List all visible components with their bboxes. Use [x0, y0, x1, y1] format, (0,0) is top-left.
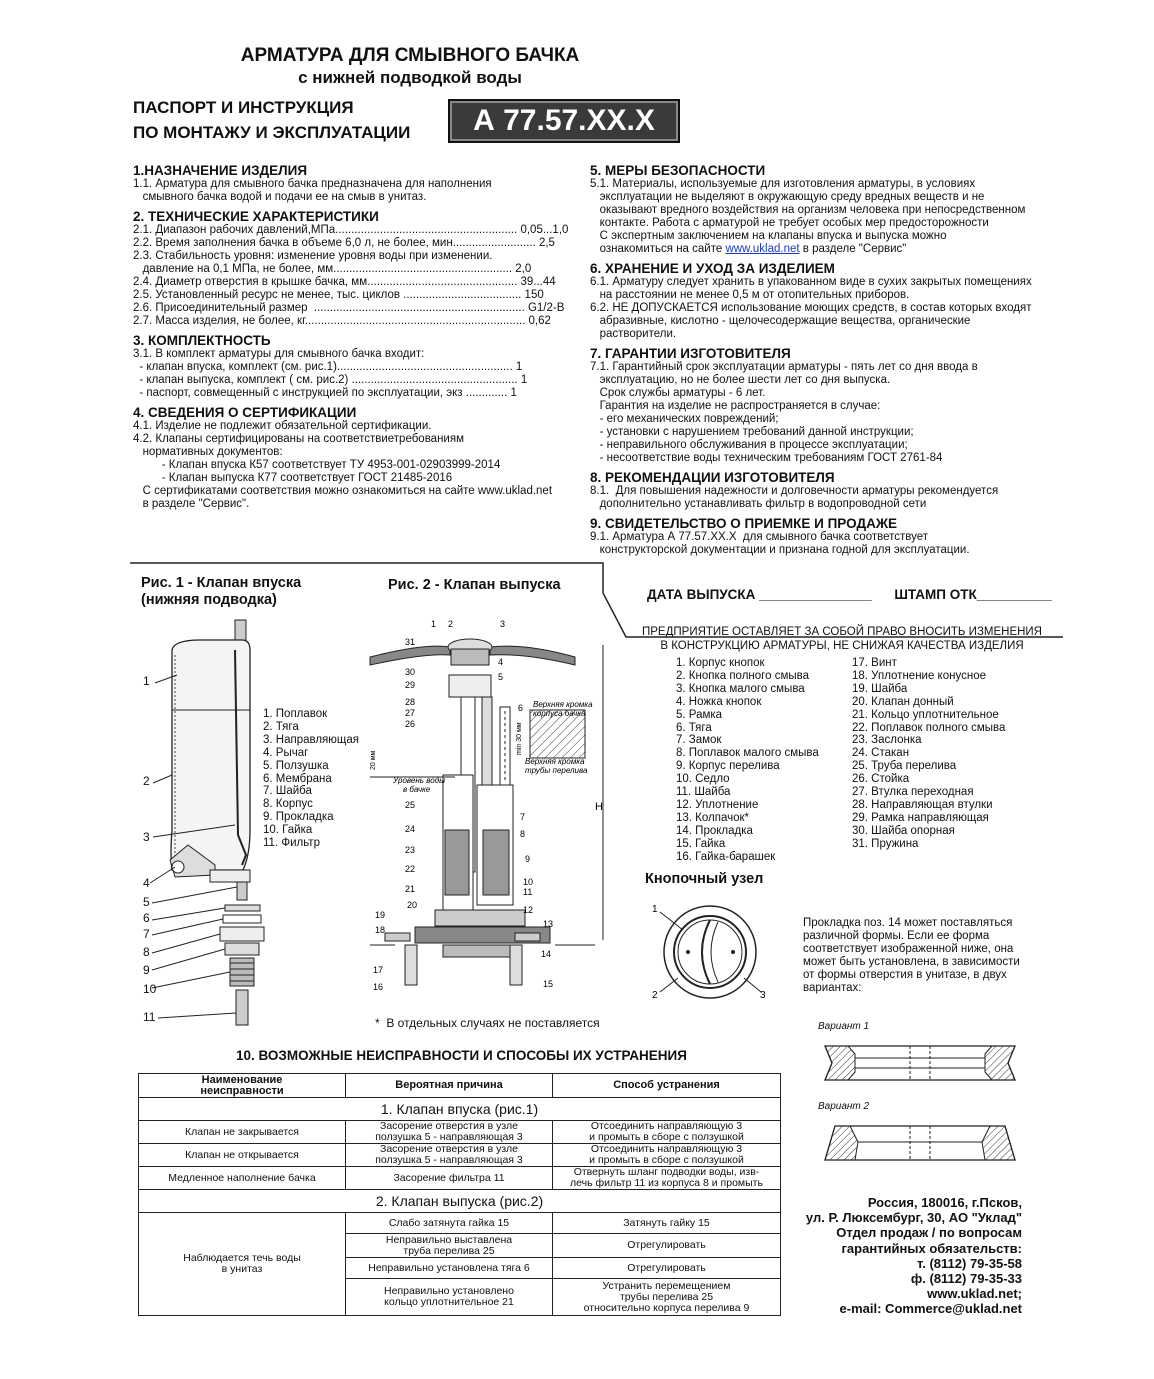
section-line: 6.1. Арматуру следует хранить в упакованном виде в сухих закрытых помещениях [590, 276, 1032, 288]
fig1-legend-item: 8. Корпус [263, 798, 313, 811]
gasket-note-line: вариантах: [803, 981, 862, 994]
fig2-legend-item: 11. Шайба [676, 786, 731, 799]
section-line: нормативных документов: [133, 446, 283, 458]
fig1-legend-item: 2. Тяга [263, 720, 299, 733]
section-line: 3.1. В комплект арматуры для смывного бачка входит: [133, 348, 425, 360]
fig1-legend-item: 11. Фильтр [263, 837, 320, 850]
fig2-callout: 7 [520, 812, 526, 822]
passport-line-1: ПАСПОРТ И ИНСТРУКЦИЯ [133, 98, 354, 117]
contact-line: www.uklad.net; [927, 1286, 1022, 1302]
contact-line: Россия, 180016, г.Псков, [867, 1195, 1022, 1210]
fig2-overflow-edge-2: трубы перелива [525, 766, 588, 775]
section-line: растворители. [590, 328, 677, 340]
fig1-caption [141, 575, 301, 609]
fig2-callout: 21 [405, 884, 416, 894]
fig2-top-edge-1: Верхняя кромка [533, 700, 593, 709]
fig1-legend-item: 4. Рычаг [263, 746, 309, 759]
section-line: - клапан впуска, комплект (см. рис.1)....................................................... 1 [133, 361, 523, 373]
fig1-legend-item: 10. Гайка [263, 824, 313, 837]
fig1-callout-3: 3 [143, 830, 150, 844]
fig2-legend-item: 31. Пружина [852, 837, 919, 850]
fig2-callout: 8 [520, 829, 526, 839]
gasket-note [803, 917, 1020, 994]
section-line: в разделе "Сервис". [133, 498, 250, 510]
section-title: 4. СВЕДЕНИЯ О СЕРТИФИКАЦИИ [133, 405, 357, 420]
table-cell: Медленное наполнение бачка [139, 1167, 346, 1190]
fig1-legend-item: 5. Ползушка [263, 759, 329, 772]
qc-stamp-field: ШТАМП ОТК__________ [894, 587, 1052, 602]
section-line: - Клапан выпуска К77 соответствует ГОСТ 21485-2016 [133, 472, 453, 484]
section-line: - паспорт, совмещенный с инструкцией по эксплуатации, экз ............. 1 [133, 387, 517, 399]
gasket-variant1-drawing [820, 1038, 1020, 1088]
fig2-legend-col2 [852, 657, 1005, 851]
table-cell: Неправильно установлено кольцо уплотнительное 21 [346, 1279, 553, 1316]
contact-line: Отдел продаж / по вопросам [836, 1225, 1022, 1241]
gasket-note-line: может быть установлена, в зависимости [803, 955, 1020, 968]
section-line: Срок службы арматуры - 6 лет. [590, 387, 766, 399]
section-line: 2.6. Присоединительный размер .................................................................. G1/2-B [133, 302, 565, 314]
fig1-callout-7: 7 [143, 927, 150, 941]
fig2-callout: 11 [523, 887, 533, 897]
table-cell: Слабо затянута гайка 15 [346, 1213, 553, 1234]
section-line: давление на 0,1 МПа, не более, мм........................................................ 2,0 [133, 263, 532, 275]
fig2-legend-col1 [676, 657, 819, 864]
contact-line: ф. (8112) 79-35-33 [910, 1271, 1022, 1287]
fig2-footnote: * В отдельных случаях не поставляется [375, 1016, 600, 1030]
fig1-callout-5: 5 [143, 895, 150, 909]
table-cell: Засорение отверстия в узле ползушка 5 - направляющая 3 [346, 1144, 553, 1167]
section-line: оказывают вредного воздействия на организм человека при непосредственном [590, 204, 1026, 216]
th-fix: Способ устранения [553, 1074, 781, 1098]
fig1-caption-line2: (нижняя подводка) [141, 592, 277, 608]
variant1-label: Вариант 1 [818, 1021, 870, 1032]
fig1-legend-item: 1. Поплавок [263, 708, 328, 720]
gasket-note-line: Прокладка поз. 14 может поставляться [803, 917, 1013, 929]
gasket-variant2-drawing [820, 1120, 1020, 1168]
section-line: 2.2. Время заполнения бачка в объеме 6,0 л, не более, мин.......................... 2,5 [133, 237, 555, 249]
fig2-dim-30: min 30 мм [516, 722, 523, 755]
table-cell: Отрегулировать [553, 1258, 781, 1279]
section-line: дополнительно устанавливать фильтр в водопроводной сети [590, 498, 927, 510]
contacts-block [780, 1195, 1022, 1317]
fig2-legend-item: 2. Кнопка полного смыва [676, 669, 809, 682]
fig2-legend-item: 13. Колпачок* [676, 811, 749, 824]
safety-link-suffix: в разделе "Сервис" [799, 243, 907, 255]
fig2-callout: 25 [405, 800, 416, 810]
section-line: 2.7. Масса изделия, не более, кг..................................................................... 0,62 [133, 315, 551, 327]
fig2-top-edge-2: корпуса бачка [533, 709, 586, 718]
th-cause: Вероятная причина [346, 1074, 553, 1098]
section-line: С сертификатами соответствия можно ознакомиться на сайте www.uklad.net [133, 485, 553, 497]
section-title: 5. МЕРЫ БЕЗОПАСНОСТИ [590, 163, 766, 178]
fig2-legend-item: 7. Замок [676, 734, 722, 747]
section-line: 1.1. Арматура для смывного бачка предназначена для наполнения [133, 178, 492, 190]
fig2-legend-item: 26. Стойка [852, 773, 910, 786]
section-line: 4.1. Изделие не подлежит обязательной сертификации. [133, 420, 432, 432]
variant2-label: Вариант 2 [818, 1101, 870, 1112]
fig2-legend-item: 18. Уплотнение конусное [852, 669, 986, 682]
fig2-callout: 19 [375, 910, 386, 920]
fig2-overflow-edge-1: Верхняя кромка [525, 757, 585, 766]
section-line: - клапан выпуска, комплект ( см. рис.2) .................................................... 1 [133, 374, 528, 386]
table-cell: Отсоединить направляющую 3 и промыть в сборе с ползушкой [553, 1121, 781, 1144]
button-unit-title: Кнопочный узел [645, 871, 764, 887]
fig2-legend-item: 14. Прокладка [676, 824, 753, 837]
fig2-callout: 28 [405, 697, 416, 707]
fig2-callout: 20 [407, 900, 418, 910]
fig2-dim-20: 20 мм [370, 750, 377, 770]
table-cell: Устранить перемещением трубы перелива 25 относительно корпуса перелива 9 [553, 1279, 781, 1316]
fig2-legend-item: 19. Шайба [852, 682, 908, 695]
button-callout-2: 2 [652, 990, 658, 1001]
fig1-legend-item: 9. Прокладка [263, 811, 334, 824]
button-unit-drawing [648, 900, 773, 1005]
fig1-caption-line1: Рис. 1 - Клапан впуска [141, 575, 302, 591]
fig2-legend-item: 8. Поплавок малого смыва [676, 747, 819, 760]
fig1-legend-item: 6. Мембрана [263, 772, 332, 785]
fig1-callout-2: 2 [143, 774, 150, 788]
fig1-legend-item: 7. Шайба [263, 785, 312, 798]
contact-line: гарантийных обязательств: [841, 1240, 1022, 1256]
fig2-callout: 5 [498, 672, 504, 682]
fig2-legend-item: 9. Корпус перелива [676, 760, 780, 773]
fig2-callout: 14 [541, 949, 552, 959]
fig2-legend-item: 30. Шайба опорная [852, 824, 955, 837]
fig2-callout: 15 [543, 979, 554, 989]
section-line: 9.1. Арматура А 77.57.XX.X для смывного бачка соответствует [590, 531, 929, 543]
group-inlet: 1. Клапан впуска (рис.1) [139, 1098, 781, 1121]
fig2-callout: 27 [405, 708, 416, 718]
section-line: 4.2. Клапаны сертифицированы на соответствиетребованиям [133, 433, 464, 445]
table-cell: Отрегулировать [553, 1234, 781, 1258]
fig2-water-level-2: в бачке [403, 785, 431, 794]
fig2-callout: 16 [373, 982, 384, 992]
gasket-note-line: от формы отверстия в унитазе, в двух [803, 968, 1007, 981]
section-line: смывного бачка водой и подачи ее на смыв в унитаз. [133, 191, 427, 203]
fig2-legend-item: 21. Кольцо уплотнительное [852, 708, 999, 721]
safety-link-prefix: ознакомиться на сайте [590, 243, 726, 255]
fig2-callout: 12 [523, 905, 534, 915]
section-line: 2.3. Стабильность уровня: изменение уровня воды при изменении. [133, 250, 493, 262]
model-badge: А 77.57.XX.X [448, 99, 680, 143]
fig1-callout-10: 10 [143, 982, 157, 996]
fig2-legend-item: 5. Рамка [676, 708, 723, 721]
fig1-callout-11: 11 [143, 1010, 156, 1024]
table-cell: Клапан не закрывается [139, 1121, 346, 1144]
section-title: 6. ХРАНЕНИЕ И УХОД ЗА ИЗДЕЛИЕМ [590, 261, 835, 276]
fig2-callouts [365, 615, 615, 1000]
fig2-legend-item: 6. Тяга [676, 721, 712, 734]
section-line: контакте. Работа с арматурой не требует особых мер предосторожности [590, 217, 989, 229]
fig2-legend-item: 12. Уплотнение [676, 798, 759, 811]
fig1-callout-4: 4 [143, 876, 150, 890]
notice-line-1: ПРЕДПРИЯТИЕ ОСТАВЛЯЕТ ЗА СОБОЙ ПРАВО ВНОСИТЬ ИЗМЕНЕНИЯ [642, 626, 1042, 638]
fig2-legend-item: 25. Труба перелива [852, 760, 957, 773]
fig2-callout: 18 [375, 925, 386, 935]
fig2-callout: 26 [405, 719, 416, 729]
fig2-legend-item: 16. Гайка-барашек [676, 850, 776, 863]
table-cell: Отсоединить направляющую 3 и промыть в сборе с ползушкой [553, 1144, 781, 1167]
fig1-callout-1: 1 [143, 674, 150, 688]
fig2-callout: 2 [448, 619, 454, 629]
fig2-legend-item: 24. Стакан [852, 747, 910, 760]
fig1-callout-8: 8 [143, 945, 150, 959]
fig2-legend-item: 28. Направляющая втулки [852, 798, 993, 811]
section-title: 1.НАЗНАЧЕНИЕ ИЗДЕЛИЯ [133, 163, 308, 178]
sale-block [632, 572, 1052, 653]
fig2-legend-item: 23. Заслонка [852, 734, 922, 747]
table-cell: Отвернуть шланг подводки воды, изв- лечь фильтр 11 из корпуса 8 и промыть [553, 1167, 781, 1190]
section-line: 8.1. Для повышения надежности и долговечности арматуры рекомендуется [590, 485, 999, 497]
section-line: - установки с нарушением требований данной инструкции; [590, 426, 914, 438]
fig1-callout-6: 6 [143, 911, 150, 925]
fig2-legend-item: 27. Втулка переходная [852, 786, 974, 799]
table-cell: Засорение фильтра 11 [346, 1167, 553, 1190]
fig2-callout: 9 [525, 854, 531, 864]
th-fault: Наименование неисправности [139, 1074, 346, 1098]
table-cell-leak: Наблюдается течь воды в унитаз [139, 1213, 346, 1316]
fig2-legend-item: 29. Рамка направляющая [852, 811, 989, 824]
section-title: 2. ТЕХНИЧЕСКИЕ ХАРАКТЕРИСТИКИ [133, 209, 379, 224]
section-line: эксплуатацию, но не более шести лет со дня выпуска. [590, 374, 891, 386]
gasket-note-line: различной формы. Если ее форма [803, 929, 990, 942]
fig2-legend-item: 22. Поплавок полного смыва [852, 721, 1006, 734]
section-line: - неправильного обслуживания в процессе эксплуатации; [590, 439, 908, 451]
section-line: абразивные, кислотно - щелочесодержащие вещества, органические [590, 315, 971, 327]
section-title: 8. РЕКОМЕНДАЦИИ ИЗГОТОВИТЕЛЯ [590, 470, 835, 485]
section-line: - Клапан впуска К57 соответствует ТУ 4953-001-02903999-2014 [133, 459, 501, 471]
section-line: 6.2. НЕ ДОПУСКАЕТСЯ использование моющих средств, в состав которых входят [590, 302, 1032, 314]
fig2-callout: 30 [405, 667, 416, 677]
fig2-callout: 4 [498, 657, 504, 667]
title-line-1: АРМАТУРА ДЛЯ СМЫВНОГО БАЧКА [240, 45, 580, 66]
fig2-callout: 31 [405, 637, 416, 647]
table-cell: Неправильно выставлена труба перелива 25 [346, 1234, 553, 1258]
button-callout-3: 3 [760, 990, 766, 1001]
table-cell: Затянуть гайку 15 [553, 1213, 781, 1234]
troubleshoot-table [138, 1073, 781, 1316]
release-date-field: ДАТА ВЫПУСКА _______________ [647, 587, 872, 602]
fig2-legend-item: 17. Винт [852, 657, 897, 669]
passport-line-2: ПО МОНТАЖУ И ЭКСПЛУАТАЦИИ [133, 123, 411, 142]
section-title: 9. СВИДЕТЕЛЬСТВО О ПРИЕМКЕ И ПРОДАЖЕ [590, 516, 898, 531]
section-line: 2.5. Установленный ресурс не менее, тыс. циклов ..................................... 150 [133, 289, 544, 301]
title-line-2: с нижней подводкой воды [298, 68, 522, 87]
fig2-callout: 10 [523, 877, 534, 887]
contact-line: т. (8112) 79-35-58 [917, 1255, 1022, 1271]
section-line: 2.1. Диапазон рабочих давлений,МПа......................................................... 0,05...1,0 [133, 224, 569, 236]
fig2-legend-item: 1. Корпус кнопок [676, 657, 765, 669]
troubleshoot-title: 10. ВОЗМОЖНЫЕ НЕИСПРАВНОСТИ И СПОСОБЫ ИХ УСТРАНЕНИЯ [236, 1048, 687, 1063]
contact-line: ул. Р. Люксембург, 30, АО "Уклад" [805, 1210, 1022, 1226]
fig2-callout: 23 [405, 845, 416, 855]
fig2-water-level-1: Уровень воды [393, 776, 445, 785]
button-callout-1: 1 [652, 904, 658, 915]
section-line: Гарантия на изделие не распространяется в случае: [590, 400, 881, 412]
section-line: - несоответствие воды техническим требованиям ГОСТ 2761-84 [590, 452, 943, 464]
section-line: 5.1. Материалы, используемые для изготовления арматуры, в условиях [590, 178, 976, 190]
table-cell: Клапан не открывается [139, 1144, 346, 1167]
section-line: 2.4. Диаметр отверстия в крышке бачка, мм............................................... 39...44 [133, 276, 556, 288]
notice-line-2: В КОНСТРУКЦИЮ АРМАТУРЫ, НЕ СНИЖАЯ КАЧЕСТВА ИЗДЕЛИЯ [660, 640, 1024, 652]
fig2-callout: 17 [373, 965, 384, 975]
fig1-legend-item: 3. Направляющая [263, 733, 359, 746]
fig2-legend-item: 4. Ножка кнопок [676, 695, 762, 708]
section-line: на расстоянии не менее 0,5 м от отопительных приборов. [590, 289, 910, 301]
fig2-callout: 22 [405, 864, 416, 874]
gasket-note-line: соответствует изображенной ниже, она [803, 942, 1014, 955]
section-title: 7. ГАРАНТИИ ИЗГОТОВИТЕЛЯ [590, 346, 791, 361]
contact-line: e-mail: Commerce@uklad.net [839, 1301, 1022, 1317]
group-outlet: 2. Клапан выпуска (рис.2) [139, 1190, 781, 1213]
section-line: - его механических повреждений; [590, 413, 779, 425]
fig2-callout: 1 [431, 619, 437, 629]
fig2-legend-item: 10. Седло [676, 773, 730, 786]
fig2-callout: 29 [405, 680, 416, 690]
fig2-dim-H: H [595, 801, 603, 813]
fig2-callout: 3 [500, 619, 506, 629]
section-title: 3. КОМПЛЕКТНОСТЬ [133, 333, 271, 348]
fig2-caption: Рис. 2 - Клапан выпуска [388, 577, 561, 593]
section-line: конструкторской документации и признана годной для эксплуатации. [590, 544, 970, 556]
fig1-callout-9: 9 [143, 963, 150, 977]
fig2-callout: 13 [543, 919, 554, 929]
table-cell: Засорение отверстия в узле ползушка 5 - направляющая 3 [346, 1121, 553, 1144]
fig1-legend [263, 708, 359, 850]
section-line: 7.1. Гарантийный срок эксплуатации арматуры - пять лет со дня ввода в [590, 361, 978, 373]
section-line: эксплуатации не выделяют в окружающую среду вредных веществ и не [590, 191, 985, 203]
fig2-legend-item: 15. Гайка [676, 837, 726, 850]
fig2-callout: 6 [518, 703, 524, 713]
section-line: С экспертным заключением на клапаны впуска и выпуска можно [590, 230, 947, 242]
table-cell: Неправильно установлена тяга 6 [346, 1258, 553, 1279]
uklad-link[interactable]: www.uklad.net [725, 243, 800, 255]
fig2-legend-item: 20. Клапан донный [852, 695, 954, 708]
fig2-callout: 24 [405, 824, 416, 834]
fig2-legend-item: 3. Кнопка малого смыва [676, 682, 805, 695]
